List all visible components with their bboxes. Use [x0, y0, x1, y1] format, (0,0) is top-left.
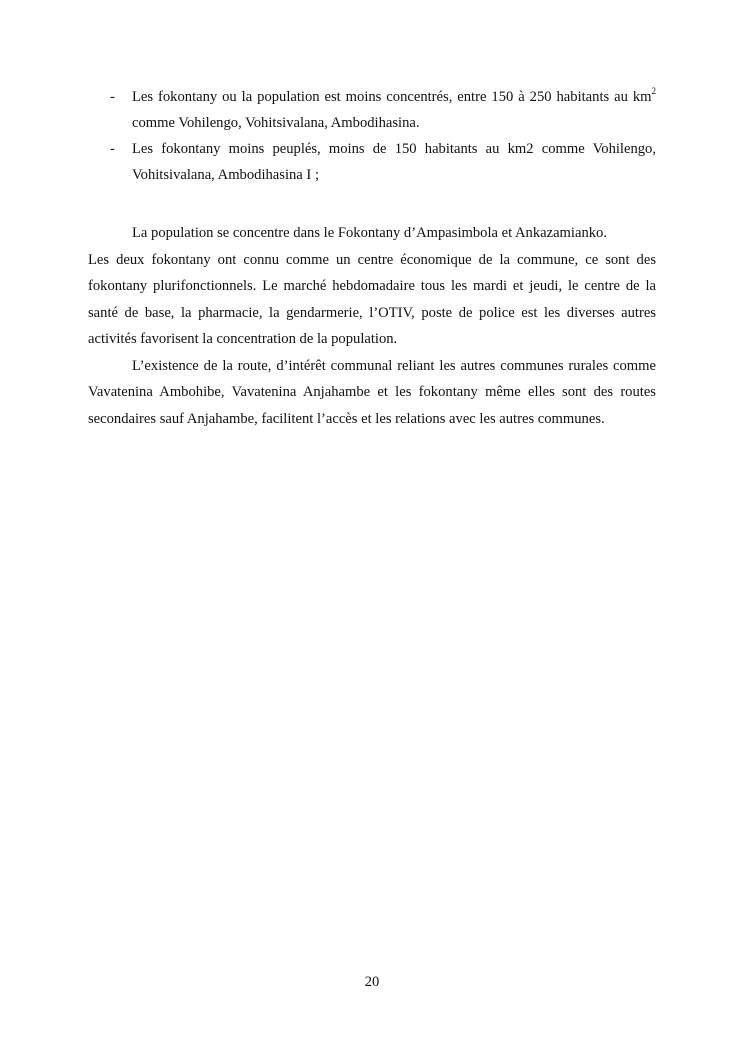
superscript: 2	[651, 86, 656, 96]
bullet-item	[88, 136, 656, 188]
bullet-text-main: Les fokontany ou la population est moins concentrés, entre 150 à 250 habitants au km	[132, 89, 652, 105]
page-body	[88, 84, 656, 432]
paragraph: Les deux fokontany ont connu comme un centre économique de la commune, ce sont des fokontany plurifonctionnels. Le marché hebdomadaire tous les mardi et jeudi, le centre de la santé de base, la pharmacie, la gendarmerie, l’OTIV, poste de police est les diverses autres activités favorisent la concentration de la population.	[88, 251, 656, 347]
spacer	[88, 188, 656, 214]
bullet-dash: -	[110, 89, 115, 105]
paragraph: L’existence de la route, d’intérêt communal reliant les autres communes rurales comme Vavatenina Ambohibe, Vavatenina Anjahambe et les fokontany même elles sont des routes secondaires sauf Anjahambe, facilitent l’accès et les relations avec les autres communes.	[88, 357, 656, 427]
bullet-item	[88, 84, 656, 136]
bullet-text: Les fokontany moins peuplés, moins de 150 habitants au km2 comme Vohilengo, Vohitsivalana, Ambodihasina I ;	[132, 141, 656, 183]
paragraph: La population se concentre dans le Fokontany d’Ampasimbola et Ankazamianko.	[132, 225, 607, 241]
bullet-text-continuation: comme Vohilengo, Vohitsivalana, Ambodihasina.	[132, 115, 420, 131]
bullet-dash: -	[110, 141, 115, 157]
bullet-text	[132, 84, 656, 136]
page-number: 20	[364, 974, 380, 990]
